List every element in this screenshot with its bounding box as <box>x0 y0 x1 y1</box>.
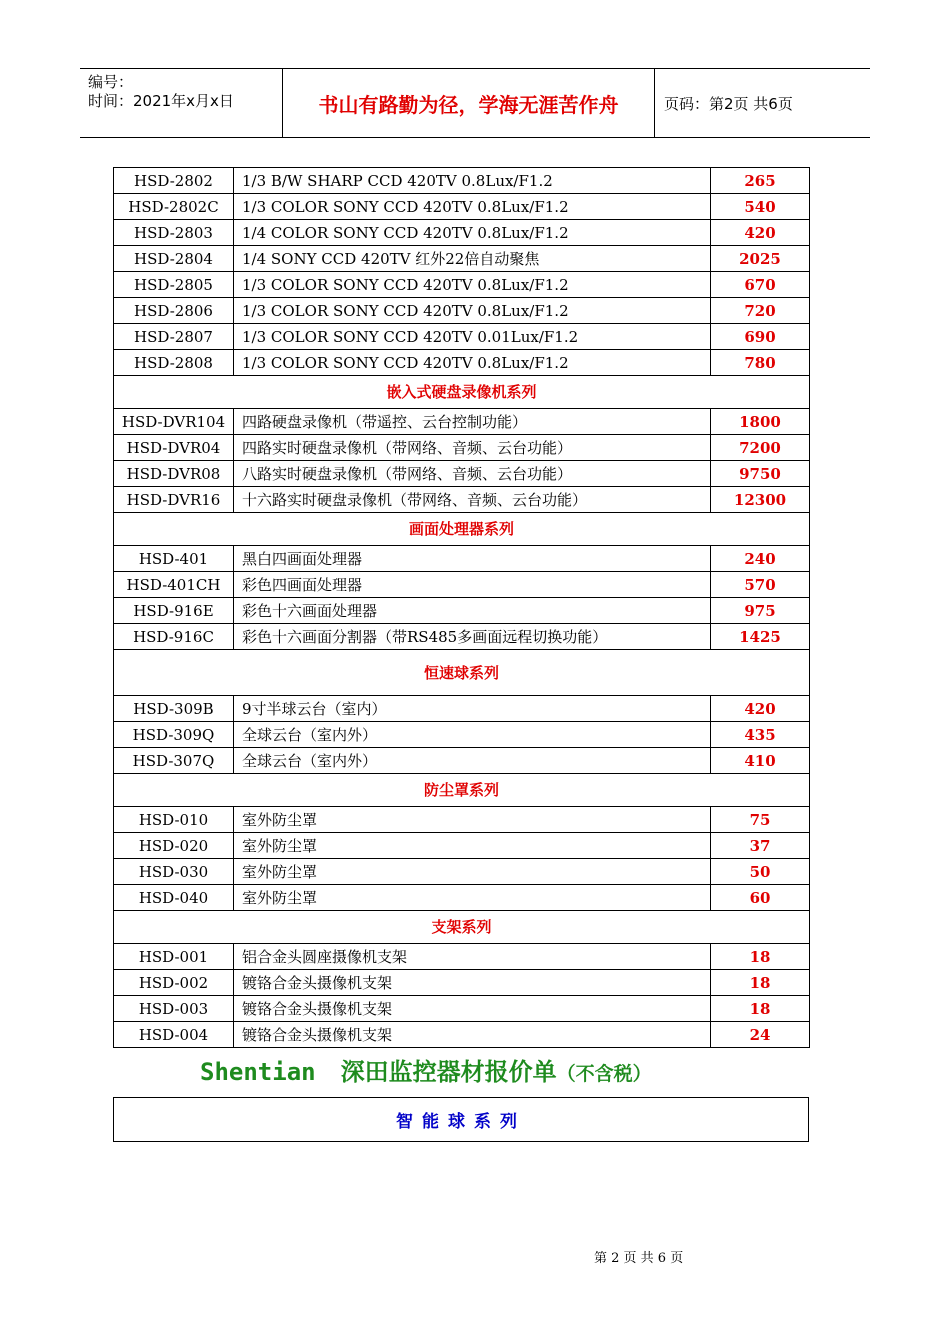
page-indicator: 页码：第2页 共6页 <box>664 94 793 113</box>
product-price: 720 <box>711 298 810 324</box>
section-row <box>114 650 810 696</box>
table-row <box>114 324 810 350</box>
section-row <box>114 911 810 944</box>
product-description: 黑白四画面处理器 <box>234 546 711 572</box>
section-row <box>114 774 810 807</box>
product-price: 1425 <box>711 624 810 650</box>
table-row <box>114 435 810 461</box>
brand-name: Shentian <box>200 1058 316 1086</box>
table-row <box>114 409 810 435</box>
section-heading: 防尘罩系列 <box>114 774 810 807</box>
product-code: HSD-2804 <box>114 246 234 272</box>
product-description: 彩色十六画面处理器 <box>234 598 711 624</box>
table-row <box>114 598 810 624</box>
product-code: HSD-020 <box>114 833 234 859</box>
date-label: 时间：2021年x月x日 <box>88 92 234 110</box>
product-code: HSD-040 <box>114 885 234 911</box>
product-price: 690 <box>711 324 810 350</box>
product-code: HSD-401 <box>114 546 234 572</box>
product-description: 1/3 COLOR SONY CCD 420TV 0.8Lux/F1.2 <box>234 298 711 324</box>
table-row <box>114 272 810 298</box>
table-row <box>114 350 810 376</box>
product-code: HSD-DVR08 <box>114 461 234 487</box>
product-code: HSD-DVR04 <box>114 435 234 461</box>
title-note: （不含税） <box>556 1063 652 1085</box>
product-description: 全球云台（室内外） <box>234 722 711 748</box>
product-description: 彩色十六画面分割器（带RS485多画面远程切换功能） <box>234 624 711 650</box>
product-description: 室外防尘罩 <box>234 807 711 833</box>
header-info <box>80 69 283 137</box>
product-code: HSD-002 <box>114 970 234 996</box>
product-price: 1800 <box>711 409 810 435</box>
product-description: 四路硬盘录像机（带遥控、云台控制功能） <box>234 409 711 435</box>
product-price: 670 <box>711 272 810 298</box>
price-table <box>113 167 810 1048</box>
product-code: HSD-916E <box>114 598 234 624</box>
product-code: HSD-2805 <box>114 272 234 298</box>
table-row <box>114 298 810 324</box>
product-price: 540 <box>711 194 810 220</box>
product-code: HSD-030 <box>114 859 234 885</box>
product-price: 410 <box>711 748 810 774</box>
table-row <box>114 546 810 572</box>
table-row <box>114 624 810 650</box>
product-price: 18 <box>711 996 810 1022</box>
table-row <box>114 168 810 194</box>
table-row <box>114 859 810 885</box>
table-row <box>114 1022 810 1048</box>
product-description: 全球云台（室内外） <box>234 748 711 774</box>
product-price: 7200 <box>711 435 810 461</box>
product-price: 12300 <box>711 487 810 513</box>
product-price: 9750 <box>711 461 810 487</box>
product-description: 1/4 COLOR SONY CCD 420TV 0.8Lux/F1.2 <box>234 220 711 246</box>
product-price: 24 <box>711 1022 810 1048</box>
table-row <box>114 572 810 598</box>
smart-dome-section: 智能球系列 <box>113 1097 809 1142</box>
product-description: 室外防尘罩 <box>234 885 711 911</box>
table-row <box>114 748 810 774</box>
section-heading: 嵌入式硬盘录像机系列 <box>114 376 810 409</box>
product-description: 9寸半球云台（室内） <box>234 696 711 722</box>
table-row <box>114 696 810 722</box>
product-description: 镀铬合金头摄像机支架 <box>234 970 711 996</box>
product-description: 室外防尘罩 <box>234 833 711 859</box>
product-code: HSD-DVR16 <box>114 487 234 513</box>
product-description: 四路实时硬盘录像机（带网络、音频、云台功能） <box>234 435 711 461</box>
product-description: 1/3 COLOR SONY CCD 420TV 0.8Lux/F1.2 <box>234 272 711 298</box>
product-price: 240 <box>711 546 810 572</box>
product-description: 1/3 B/W SHARP CCD 420TV 0.8Lux/F1.2 <box>234 168 711 194</box>
product-code: HSD-2803 <box>114 220 234 246</box>
table-row <box>114 970 810 996</box>
product-description: 彩色四画面处理器 <box>234 572 711 598</box>
product-price: 420 <box>711 220 810 246</box>
product-code: HSD-2808 <box>114 350 234 376</box>
product-code: HSD-003 <box>114 996 234 1022</box>
section-row <box>114 376 810 409</box>
product-code: HSD-307Q <box>114 748 234 774</box>
table-row <box>114 833 810 859</box>
price-table-body <box>114 168 810 1048</box>
product-description: 八路实时硬盘录像机（带网络、音频、云台功能） <box>234 461 711 487</box>
product-description: 铝合金头圆座摄像机支架 <box>234 944 711 970</box>
product-description: 1/3 COLOR SONY CCD 420TV 0.8Lux/F1.2 <box>234 194 711 220</box>
table-row <box>114 807 810 833</box>
product-code: HSD-010 <box>114 807 234 833</box>
product-price: 780 <box>711 350 810 376</box>
table-row <box>114 487 810 513</box>
product-code: HSD-2806 <box>114 298 234 324</box>
product-price: 265 <box>711 168 810 194</box>
product-price: 37 <box>711 833 810 859</box>
product-code: HSD-001 <box>114 944 234 970</box>
section-heading: 画面处理器系列 <box>114 513 810 546</box>
section-row <box>114 513 810 546</box>
product-description: 1/3 COLOR SONY CCD 420TV 0.01Lux/F1.2 <box>234 324 711 350</box>
product-description: 镀铬合金头摄像机支架 <box>234 1022 711 1048</box>
number-label: 编号： <box>88 73 134 91</box>
product-price: 60 <box>711 885 810 911</box>
product-code: HSD-401CH <box>114 572 234 598</box>
product-price: 570 <box>711 572 810 598</box>
product-code: HSD-2807 <box>114 324 234 350</box>
header-motto: 书山有路勤为径，学海无涯苦作舟 <box>283 69 655 137</box>
product-code: HSD-309Q <box>114 722 234 748</box>
table-row <box>114 944 810 970</box>
page-header <box>80 68 870 138</box>
product-price: 975 <box>711 598 810 624</box>
product-code: HSD-916C <box>114 624 234 650</box>
page-footer: 第 2 页 共 6 页 <box>594 1251 684 1266</box>
table-row <box>114 461 810 487</box>
product-price: 18 <box>711 944 810 970</box>
product-code: HSD-2802C <box>114 194 234 220</box>
product-code: HSD-DVR104 <box>114 409 234 435</box>
product-description: 1/3 COLOR SONY CCD 420TV 0.8Lux/F1.2 <box>234 350 711 376</box>
product-code: HSD-309B <box>114 696 234 722</box>
product-description: 镀铬合金头摄像机支架 <box>234 996 711 1022</box>
section-heading: 支架系列 <box>114 911 810 944</box>
product-price: 50 <box>711 859 810 885</box>
table-row <box>114 194 810 220</box>
product-description: 室外防尘罩 <box>234 859 711 885</box>
product-code: HSD-2802 <box>114 168 234 194</box>
product-price: 435 <box>711 722 810 748</box>
table-row <box>114 722 810 748</box>
product-description: 十六路实时硬盘录像机（带网络、音频、云台功能） <box>234 487 711 513</box>
product-price: 18 <box>711 970 810 996</box>
product-price: 75 <box>711 807 810 833</box>
table-row <box>114 246 810 272</box>
product-price: 420 <box>711 696 810 722</box>
product-description: 1/4 SONY CCD 420TV 红外22倍自动聚焦 <box>234 246 711 272</box>
title-main: 深田监控器材报价单 <box>340 1058 557 1086</box>
section-heading: 恒速球系列 <box>114 650 810 696</box>
table-row <box>114 220 810 246</box>
table-row <box>114 885 810 911</box>
product-price: 2025 <box>711 246 810 272</box>
product-code: HSD-004 <box>114 1022 234 1048</box>
table-row <box>114 996 810 1022</box>
document-title <box>200 1052 652 1087</box>
